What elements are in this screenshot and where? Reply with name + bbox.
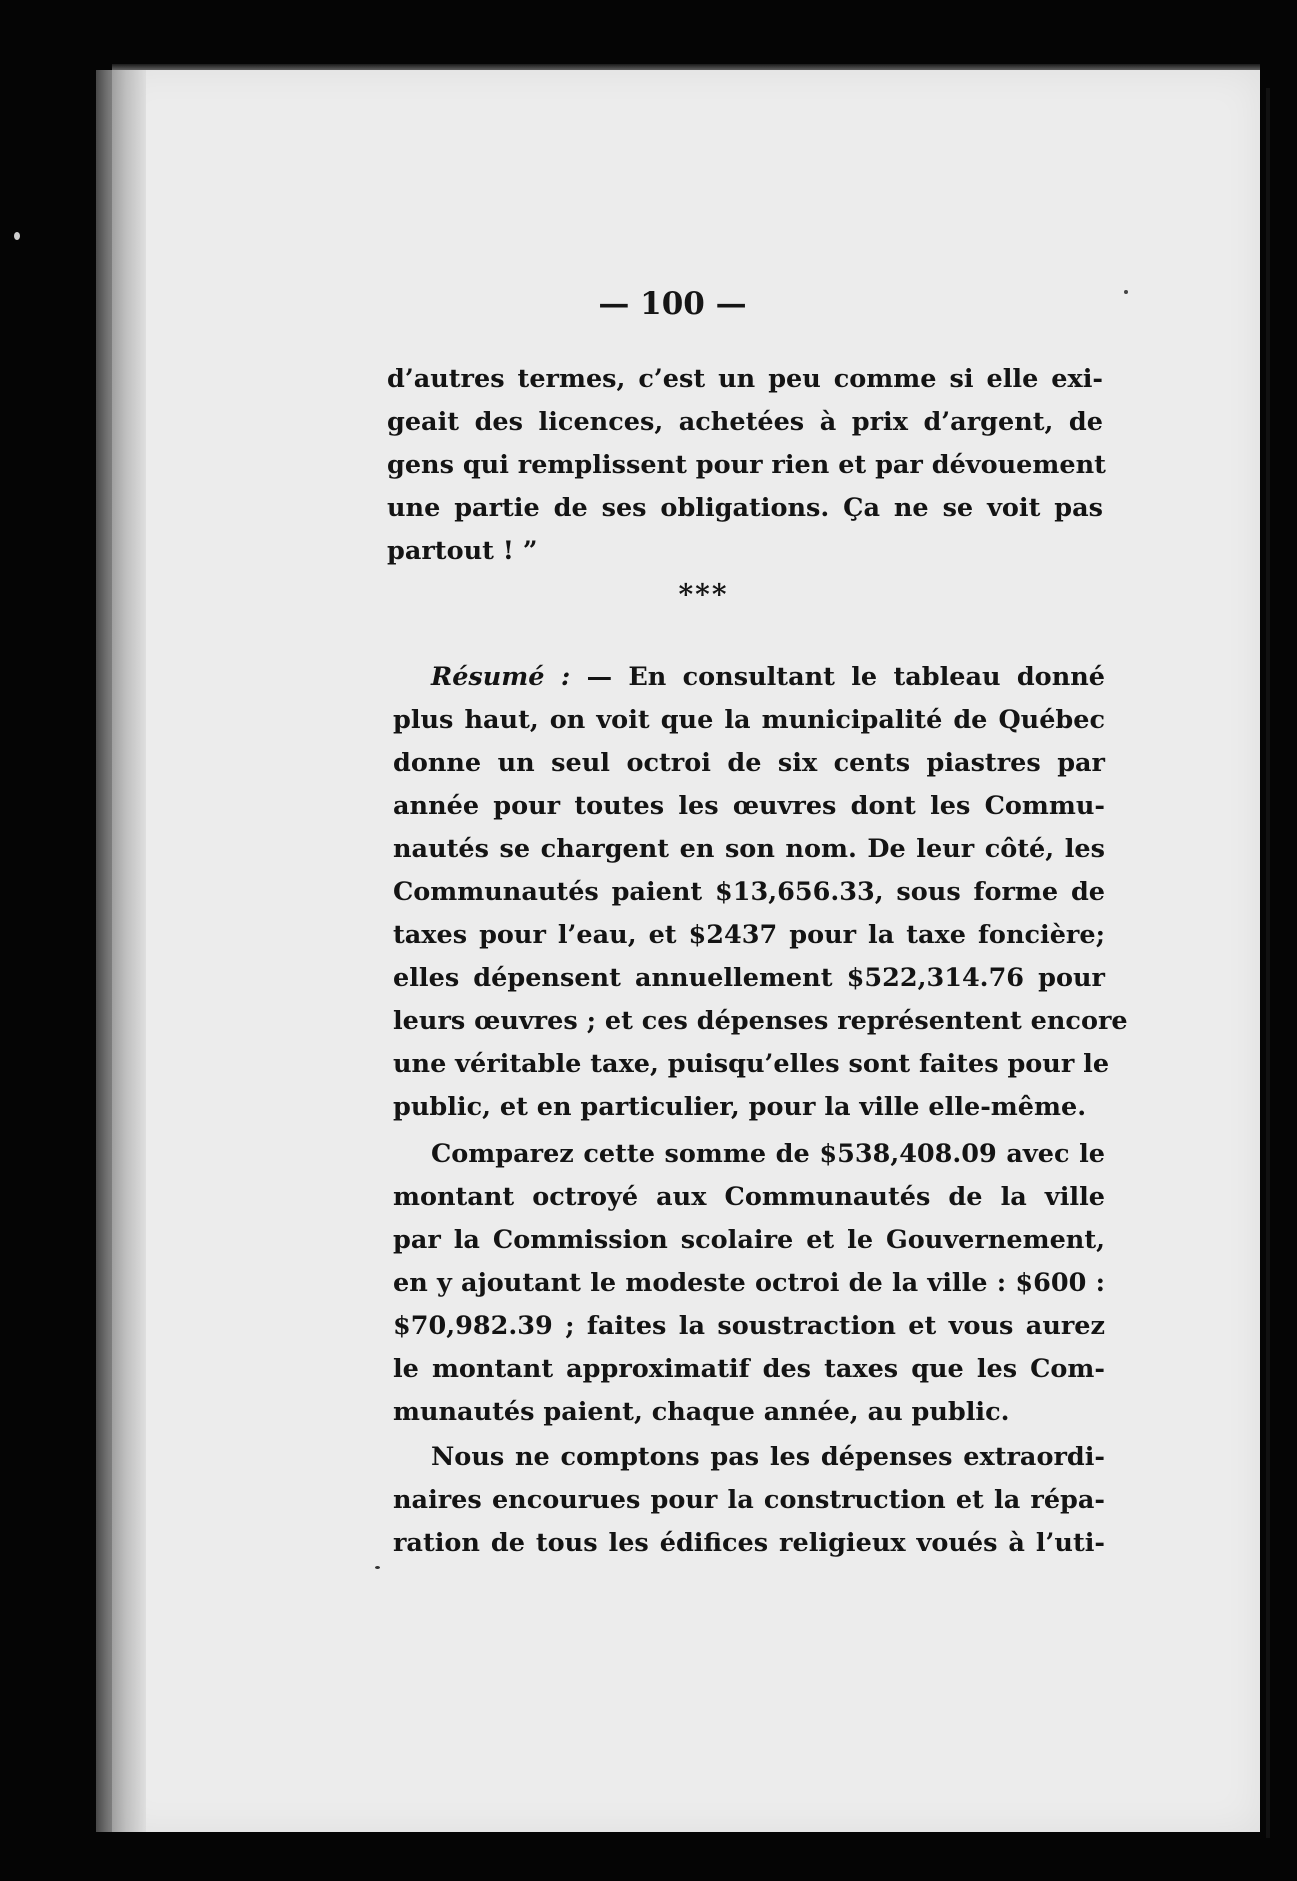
text-line: naires encourues pour la construction et la répa- <box>393 1485 1105 1515</box>
resume-paragraph <box>393 656 1128 1129</box>
text-line: geait des licences, achetées à prix d’argent, de <box>387 407 1103 437</box>
resume-first-line-text: — En consultant le tableau donné <box>586 662 1105 692</box>
text-line: $70,982.39 ; faites la soustraction et vous aurez <box>393 1311 1105 1341</box>
text-line: gens qui remplissent pour rien et par dévouement <box>387 450 1106 480</box>
separator-asterisks: *** <box>678 578 729 611</box>
resume-label: Résumé : <box>431 662 571 692</box>
page-right-border <box>1266 88 1270 1838</box>
text-line: Communautés paient $13,656.33, sous forme de <box>393 877 1105 907</box>
text-line: partout ! ” <box>387 536 538 566</box>
extra-paragraph <box>393 1436 1105 1565</box>
text-line: d’autres termes, c’est un peu comme si elle exi- <box>387 364 1103 394</box>
text-line: munautés paient, chaque année, au public. <box>393 1397 1010 1427</box>
page-number: — 100 — <box>598 286 747 322</box>
text-line: donne un seul octroi de six cents piastres par <box>393 748 1105 778</box>
text-line: plus haut, on voit que la municipalité de Québec <box>393 705 1105 735</box>
text-line: une véritable taxe, puisqu’elles sont faites pour le <box>393 1049 1110 1079</box>
scan-speck <box>375 1566 380 1569</box>
text-line: Comparez cette somme de $538,408.09 avec le <box>431 1139 1105 1169</box>
page-gutter-shadow <box>96 70 146 1832</box>
text-line: elles dépensent annuellement $522,314.76 pour <box>393 963 1105 993</box>
text-line: nautés se chargent en son nom. De leur côté, les <box>393 834 1105 864</box>
text-line: ration de tous les édifices religieux voués à l’uti- <box>393 1528 1105 1558</box>
compare-paragraph <box>393 1133 1105 1434</box>
text-line: une partie de ses obligations. Ça ne se voit pas <box>387 493 1103 523</box>
text-line: par la Commission scolaire et le Gouvernement, <box>393 1225 1105 1255</box>
section-separator <box>0 578 1297 611</box>
text-line: Nous ne comptons pas les dépenses extraordi- <box>431 1442 1105 1472</box>
text-line: montant octroyé aux Communautés de la ville <box>393 1182 1105 1212</box>
text-line: année pour toutes les œuvres dont les Commu- <box>393 791 1105 821</box>
text-line: leurs œuvres ; et ces dépenses représentent encore <box>393 1006 1128 1036</box>
resume-first-line <box>393 656 1105 699</box>
text-line: public, et en particulier, pour la ville elle-même. <box>393 1092 1087 1122</box>
text-line: en y ajoutant le modeste octroi de la ville : $600 : <box>393 1268 1105 1298</box>
quote-paragraph <box>387 358 1106 573</box>
text-line: le montant approximatif des taxes que les Com- <box>393 1354 1105 1384</box>
scan-speck <box>1124 290 1128 294</box>
text-line: taxes pour l’eau, et $2437 pour la taxe foncière; <box>393 920 1105 950</box>
scan-speck <box>14 232 20 240</box>
